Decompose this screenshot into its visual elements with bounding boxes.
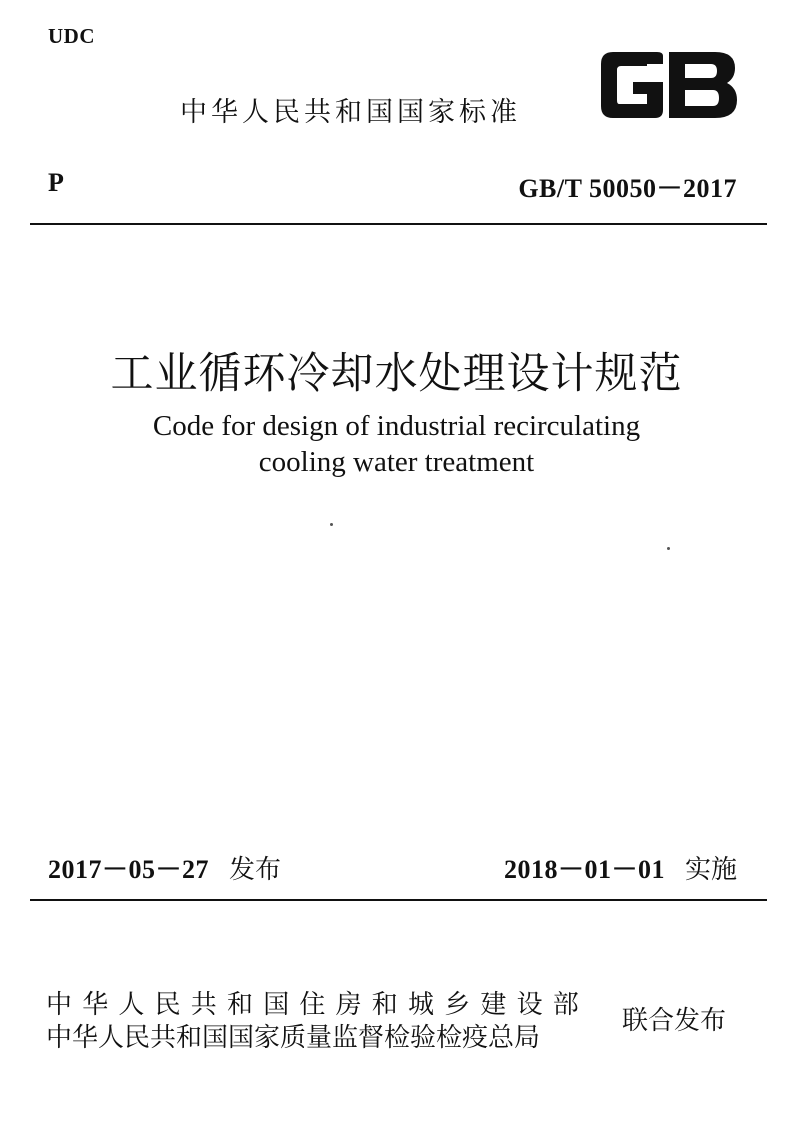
joint-issue-label: 联合发布 [622, 1006, 727, 1036]
implementation-label: 实施 [684, 855, 737, 885]
issuer-line-1: 中华人民共和国住房和城乡建设部 [46, 990, 590, 1020]
english-title-line-2: cooling water treatment [258, 446, 535, 478]
implementation-date: 2018－01－01 [503, 855, 665, 884]
standard-type-title: 中华人民共和国国家标准 [180, 97, 521, 128]
chinese-title: 工业循环冷却水处理设计规范 [110, 351, 683, 398]
top-divider [30, 223, 767, 225]
udc-label: UDC [48, 24, 95, 48]
issuer-line-2: 中华人民共和国国家质量监督检验检疫总局 [46, 1023, 541, 1053]
standard-number: GB/T 50050－2017 [518, 174, 737, 203]
issue-label: 发布 [229, 855, 282, 885]
gb-logo-letter-b [669, 52, 737, 118]
scan-speck [330, 523, 333, 526]
bottom-divider [30, 899, 767, 901]
issue-date-block [48, 849, 281, 886]
gb-logo [597, 50, 739, 120]
gb-logo-letter-g [601, 52, 663, 118]
scan-speck [667, 547, 670, 550]
issue-date: 2017－05－27 [48, 855, 210, 884]
category-code: P [48, 168, 64, 197]
implementation-date-block [504, 849, 737, 886]
english-title-line-1: Code for design of industrial recirculating [152, 410, 641, 442]
